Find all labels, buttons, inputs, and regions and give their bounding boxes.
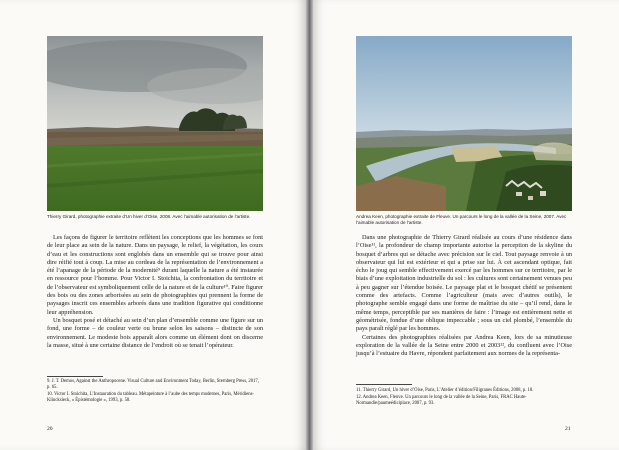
footnotes-left	[47, 379, 263, 405]
page-number-left: 20	[47, 426, 53, 432]
photo-caption-left: Thierry Girard, photographie extraite d’Un hiver d’Oise, 2008. Avec l’aimable autorisation de l’artiste.	[47, 214, 251, 219]
footnotes-right	[356, 388, 572, 408]
field-landscape-image	[47, 36, 263, 211]
field-photograph	[47, 36, 263, 211]
body-text-left	[47, 234, 263, 350]
paragraph: Un bosquet posé et détaché au sein d’un plan d’ensemble comme une figure sur un fond, une forme – de couleur verte ou brune selon les saisons – distincte de son environnement. Le modeste bois apparaît alors comme un élément dont on discerne la masse, situé à une certaine distance de l’endroit où se tenait l’opérateur.	[47, 316, 263, 349]
river-valley-image	[356, 36, 572, 211]
footnote: 12. Andrea Keen, Fleuve. Un parcours le long de la vallée de la Seine, Paris, FRAC Haute-Normandie/paumeédiciplace, 2007, p. 93.	[356, 395, 527, 407]
body-text-right	[356, 234, 572, 358]
book-gutter	[306, 0, 313, 450]
footnote: 10. Victor I. Stoichita, L’Instauration du tableau. Métapeinture à l’aube des temps modernes, Paris, Méridiens-Klincksieck, « Épistémologie », 1993, p. 58.	[47, 392, 254, 404]
seine-valley-photograph	[356, 36, 572, 211]
footnote: 9. J. T. Demos, Against the Anthropocene. Visual Culture and Environment Today, Berlin, Sternberg Press, 2017, p. 65.	[47, 379, 259, 391]
footnote: 11. Thierry Girard, Un hiver d’Oise, Paris, L’Atelier d’édition/Filigranes Éditions, 2008, p. 18.	[356, 388, 534, 393]
paragraph: Les façons de figurer le territoire reflètent les conceptions que les hommes se font de leur place au sein de la nature. Dans un paysage, le relief, la végétation, les cours d’eau et les constructions sont englobés dans un ensemble qui se trouve pour ainsi dire réifié tout à coup. La mise au cordeau de la représentation de l’environnement a été l’apanage de la période de la modernité⁹ durant laquelle la nature a été instaurée en ressource pour l’homme. Pour Victor I. Stoichita, la confrontation du territoire et de l’observateur est symboliquement celle de la nature et de la culture¹⁰. Faire figurer des bois ou des zones arborisées au sein de photographies qui prennent la forme de paysages inscrit ces ensembles arborés dans une tradition figurative qui conditionne leur appréhension.	[47, 234, 263, 316]
page-number-right: 21	[565, 426, 571, 432]
footnote-divider-right	[356, 384, 412, 385]
photo-caption-right: Andrea Keen, photographie extraite de Fleuve. Un parcours le long de la vallée de la Seine, 2007. Avec l’aimable autorisation de l’artiste.	[356, 214, 567, 225]
paragraph: Certaines des photographies réalisées par Andrea Keen, lors de sa minutieuse exploration de la vallée de la Seine entre 2000 et 2003¹², du confluent avec l’Oise jusqu’à l’estuaire du Havre, répondent parfaitement aux normes de la représenta-	[356, 333, 572, 358]
paragraph: Dans une photographie de Thierry Girard réalisée au cours d’une résidence dans l’Oise¹¹, la profondeur de champ importante autorise la perception de la skyline du bosquet d’arbres qui se détache avec précision sur le ciel. Tout paysage renvoie à un observateur qui lui est extérieur et qui a prise sur lui. À cet ascendant optique, fait écho le joug qui semble effectivement exercé par les hommes sur ce territoire, par le biais d’une exploitation industrielle du sol : les cultures sont certainement venues peu à peu gagner sur l’étendue boisée. Le paysage plat et le bosquet chétif se présentent comme des artefacts. Comme l’agriculteur (mais avec d’autres outils), le photographe semble engagé dans une forme de maîtrise du site – qu’il rend, dans le même temps, perceptible par ses manières de faire : l’image est entièrement nette et géométrisée, fondue d’une oblique impeccable ; sous un ciel plombé, l’ensemble du pays paraît réglé par les hommes.	[356, 234, 572, 333]
footnote-divider-left	[47, 376, 103, 377]
